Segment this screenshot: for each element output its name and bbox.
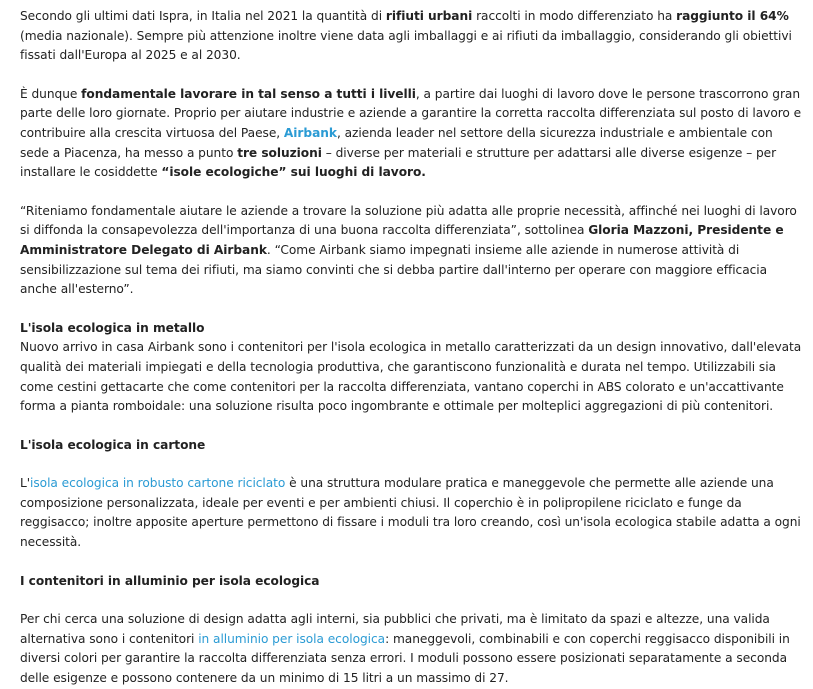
- paragraph-alluminio: [20, 610, 805, 688]
- bold-text: Gloria Mazzoni, Presidente e Amministratore Delegato di Airbank: [20, 223, 784, 257]
- text: . “Come Airbank siamo impegnati insieme alle aziende in numerose attività di sensibilizzazione sul tema dei rifiuti, ma siamo convinti che si debba partire dall'interno per operare con maggiore efficacia anche all'esterno”.: [20, 242, 768, 297]
- section-heading-metallo: L'isola ecologica in metallo: [20, 320, 205, 335]
- text: Secondo gli ultimi dati Ispra, in Italia nel 2021 la quantità di: [20, 9, 386, 23]
- paragraph-ispra-data: [20, 7, 805, 66]
- text: , azienda leader nel settore della sicurezza industriale e ambientale con sede a Piacenza, ha messo a punto: [20, 125, 773, 160]
- paragraph-metallo: Nuovo arrivo in casa Airbank sono i contenitori per l'isola ecologica in metallo caratterizzati da un design innovativo, dall'elevata qualità dei materiali impiegati e della tecnologia produttiva, che garantiscono funzionalità e durata nel tempo. Utilizzabili sia come cestini gettacarte che come contenitori per la raccolta differenziata, vantano coperchi in ABS colorato e un'accattivante forma a pianta romboidale: una soluzione risulta poco ingombrante e ottimale per molteplici aggregazioni di più contenitori.: [20, 340, 802, 414]
- text: è una struttura modulare pratica e maneggevole che permette alle aziende una composizione personalizzata, ideale per eventi e per ambienti chiusi. Il coperchio è in polipropilene riciclato e funge da reggisacco; inoltre apposite aperture permettono di fissare i moduli tra loro creando, così un'isola ecologica stabile adatta a ogni necessità.: [20, 476, 801, 550]
- text: , a partire dai luoghi di lavoro dove le persone trascorrono gran parte delle loro giornate. Proprio per aiutare industrie e aziende a garantire la corretta raccolta differenziata sul posto di lavoro e contribuire alla crescita virtuosa del Paese,: [20, 86, 802, 140]
- alluminio-link[interactable]: in alluminio per isola ecologica: [198, 631, 386, 646]
- cartone-link[interactable]: isola ecologica in robusto cartone riciclato: [30, 476, 286, 491]
- bold-text: rifiuti urbani: [385, 9, 473, 23]
- bold-text: raggiunto il 64%: [676, 9, 789, 23]
- airbank-link[interactable]: Airbank: [283, 125, 337, 140]
- text: “Riteniamo fondamentale aiutare le aziende a trovare la soluzione più adatta alle proprie necessità, affinché nei luoghi di lavoro si diffonda la consapevolezza dell'importanza di una buona raccolta differenziata”, sottolinea: [20, 203, 797, 238]
- text: – diverse per materiali e strutture per adattarsi alle diverse esigenze – per installare le cosiddette: [20, 145, 777, 180]
- text: È dunque: [20, 86, 82, 101]
- bold-text: tre soluzioni: [237, 145, 322, 160]
- text: : maneggevoli, combinabili e con coperchi reggisacco disponibili in diversi colori per garantire la raccolta differenziata senza errori. I moduli possono essere posizionati separatamente a seconda delle esigenze e possono contenere da un minimo di 15 litri a un massimo di 27.: [20, 631, 790, 686]
- paragraph-quote: [20, 202, 805, 300]
- paragraph-cartone: [20, 474, 805, 552]
- section-heading-alluminio: I contenitori in alluminio per isola ecologica: [20, 573, 320, 588]
- text: raccolti in modo differenziato ha: [472, 9, 677, 23]
- bold-text: “isole ecologiche” sui luoghi di lavoro.: [161, 165, 426, 180]
- bold-text: fondamentale lavorare in tal senso a tutti i livelli: [81, 86, 416, 101]
- text: (media nazionale). Sempre più attenzione inoltre viene data agli imballaggi e ai rifiuti da imballaggio, considerando gli obiettivi fissati dall'Europa al 2025 e al 2030.: [20, 28, 792, 63]
- text: Per chi cerca una soluzione di design adatta agli interni, sia pubblici che privati, ma è limitato da spazi e altezze, una valida alternativa sono i contenitori: [20, 612, 770, 646]
- text: L': [20, 476, 31, 491]
- paragraph-airbank-solutions: [20, 85, 805, 183]
- section-heading-cartone: L'isola ecologica in cartone: [20, 437, 206, 452]
